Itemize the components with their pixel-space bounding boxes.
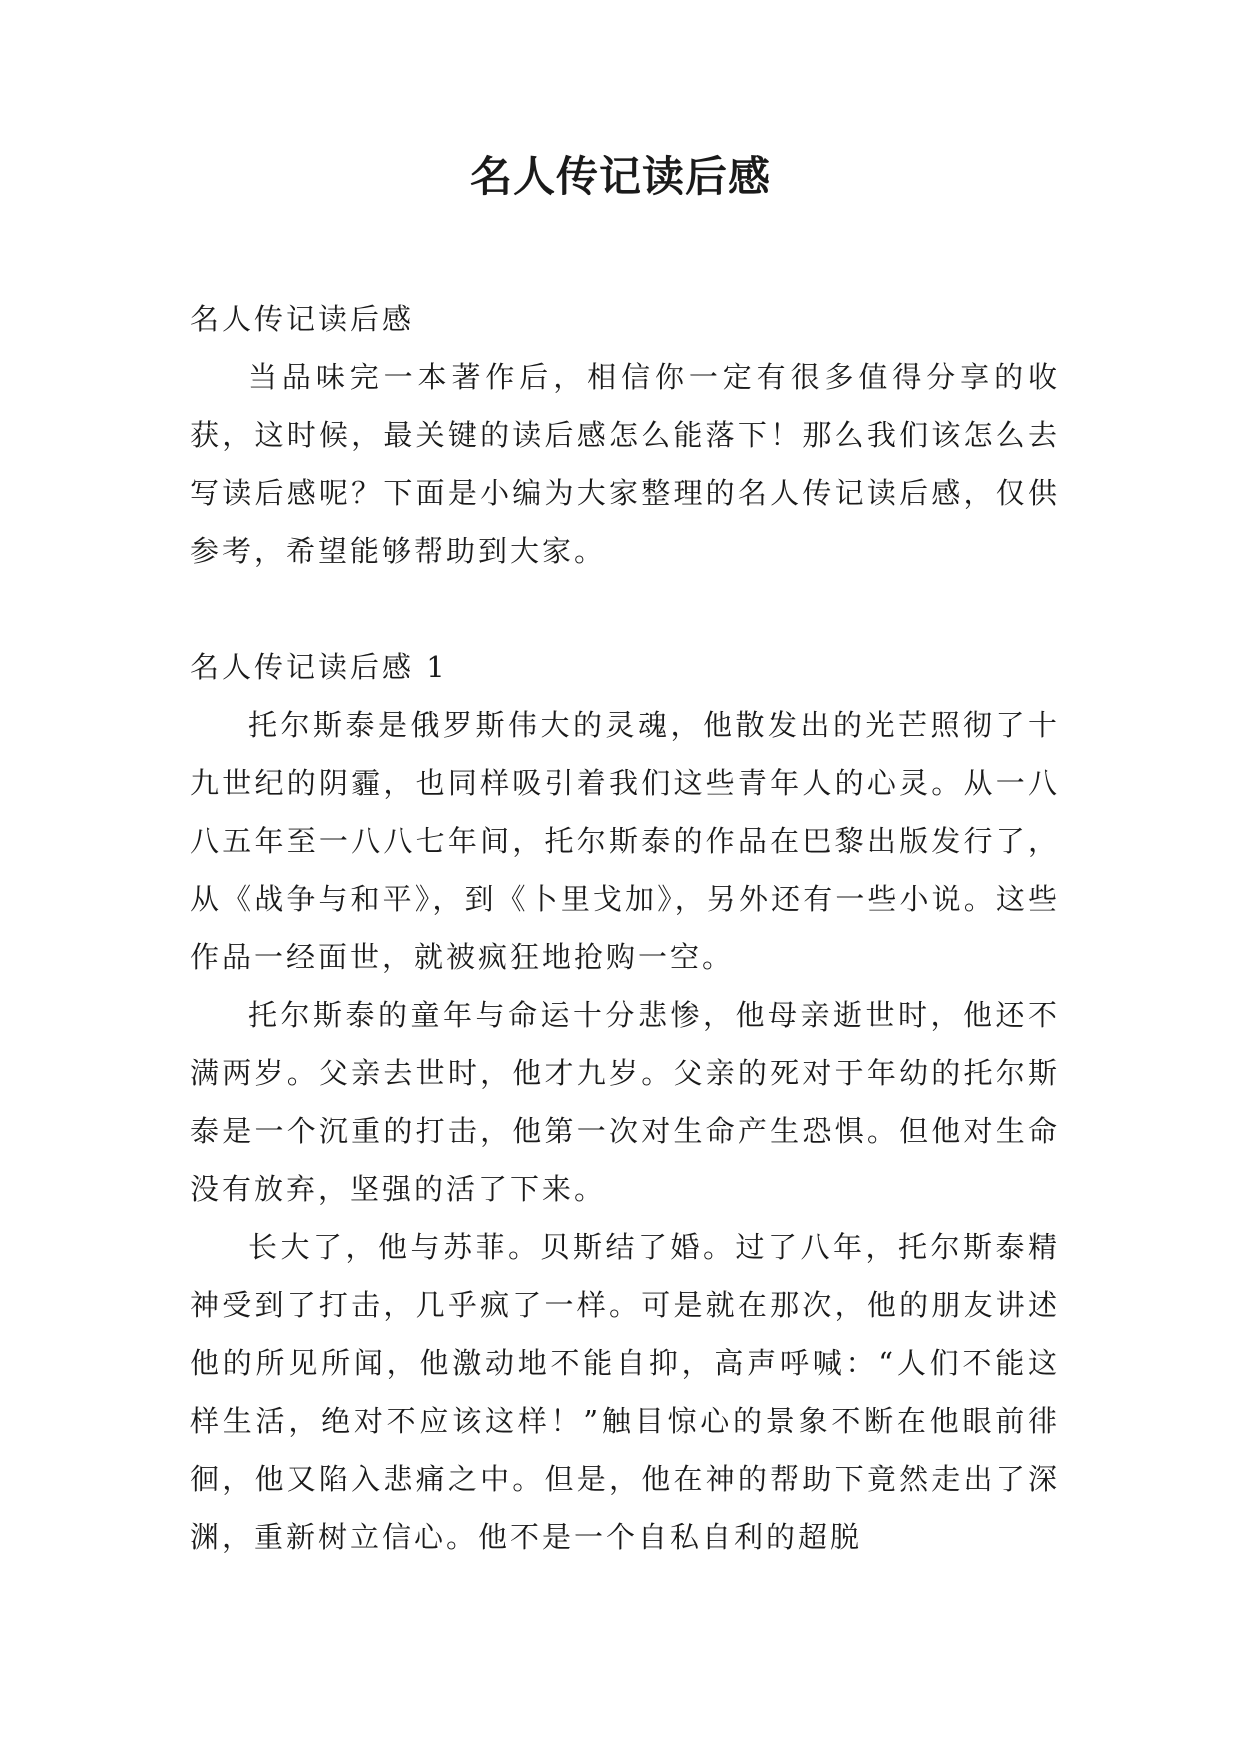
section1-paragraph-1: 托尔斯泰是俄罗斯伟大的灵魂，他散发出的光芒照彻了十九世纪的阴霾，也同样吸引着我们这些青年人的心灵。从一八八五年至一八八七年间，托尔斯泰的作品在巴黎出版发行了，从《战争与和平》，到《卜里戈加》，另外还有一些小说。这些作品一经面世，就被疯狂地抢购一空。 bbox=[190, 708, 1060, 974]
document-body bbox=[190, 290, 1060, 1566]
section1-heading: 名人传记读后感 1 bbox=[190, 650, 448, 684]
section1-paragraph-3: 长大了，他与苏菲。贝斯结了婚。过了八年，托尔斯泰精神受到了打击，几乎疯了一样。可是就在那次，他的朋友讲述他的所见所闻，他激动地不能自抑，高声呼喊：“人们不能这样生活，绝对不应该这样！”触目惊心的景象不断在他眼前徘徊，他又陷入悲痛之中。但是，他在神的帮助下竟然走出了深渊，重新树立信心。他不是一个自私自利的超脱 bbox=[190, 1230, 1060, 1554]
section1-paragraph-2: 托尔斯泰的童年与命运十分悲惨，他母亲逝世时，他还不满两岁。父亲去世时，他才九岁。父亲的死对于年幼的托尔斯泰是一个沉重的打击，他第一次对生命产生恐惧。但他对生命没有放弃，坚强的活了下来。 bbox=[190, 998, 1060, 1206]
document-title: 名人传记读后感 bbox=[469, 152, 771, 201]
intro-paragraph: 当品味完一本著作后，相信你一定有很多值得分享的收获，这时候，最关键的读后感怎么能落下！那么我们该怎么去写读后感呢？下面是小编为大家整理的名人传记读后感，仅供参考，希望能够帮助到大家。 bbox=[190, 360, 1060, 568]
intro-heading: 名人传记读后感 bbox=[190, 302, 415, 336]
